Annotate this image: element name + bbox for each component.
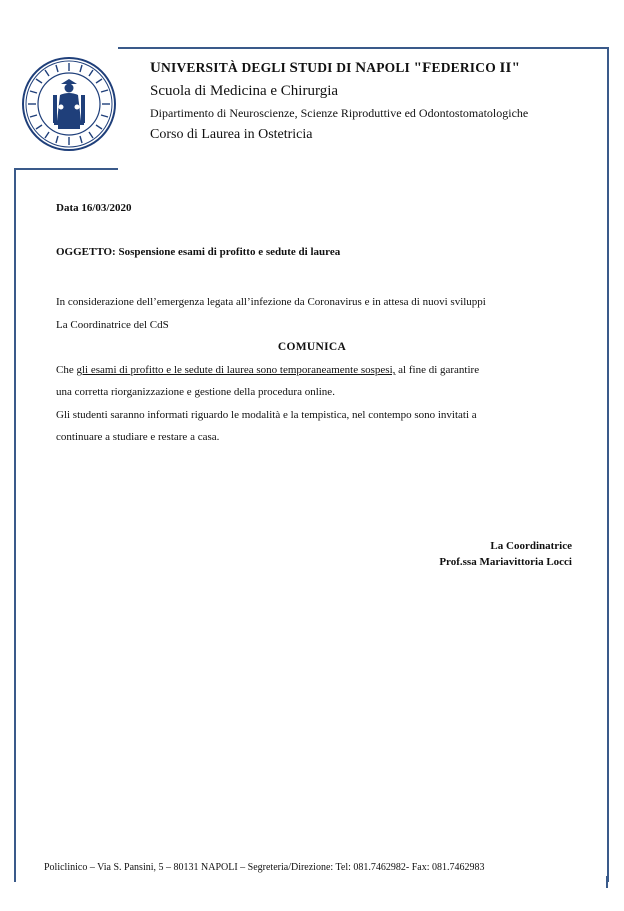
frame-right-rule [607,47,609,882]
university-name: UNIVERSITÀ DEGLI STUDI DI NAPOLI "FEDERICO II" [150,60,521,76]
frame-left-rule [14,168,16,882]
school-name: Scuola di Medicina e Chirurgia [150,83,339,99]
signature-name: Prof.ssa Mariavittoria Locci [439,556,572,568]
body-line-2: La Coordinatrice del CdS [56,319,169,331]
frame-left-tick [14,168,118,170]
body-line-5: Gli studenti saranno informati riguardo le modalità e la tempistica, nel contempo sono invitati a [56,409,477,421]
underlined-announcement: gli esami di profitto e le sedute di laurea sono temporaneamente sospesi, [76,364,396,376]
signature-role: La Coordinatrice [490,540,572,552]
university-seal-icon [20,55,118,153]
letterhead [150,60,528,143]
footer-address: Policlinico – Via S. Pansini, 5 – 80131 NAPOLI – Segreteria/Direzione: Tel: 081.7462982- Fax: 081.7462983 [44,862,485,873]
body-line-1: In considerazione dell’emergenza legata all’infezione da Coronavirus e in attesa di nuovi sviluppi [56,296,486,308]
course-name: Corso di Laurea in Ostetricia [150,127,313,142]
body-line-4: una corretta riorganizzazione e gestione della procedura online. [56,386,335,398]
frame-bottom-stub [606,876,608,888]
body-line-3: Che gli esami di profitto e le sedute di laurea sono temporaneamente sospesi, al fine di garantire [56,364,480,376]
letter-date: Data 16/03/2020 [56,202,132,214]
signature-block [439,538,572,570]
department-name: Dipartimento di Neuroscienze, Scienze Riproduttive ed Odontostomatologiche [150,106,529,120]
body-line-6: continuare a studiare e restare a casa. [56,431,220,443]
frame-top-rule [118,47,608,49]
comunica-heading: COMUNICA [277,341,347,353]
letter-subject: OGGETTO: Sospensione esami di profitto e sedute di laurea [56,246,341,258]
